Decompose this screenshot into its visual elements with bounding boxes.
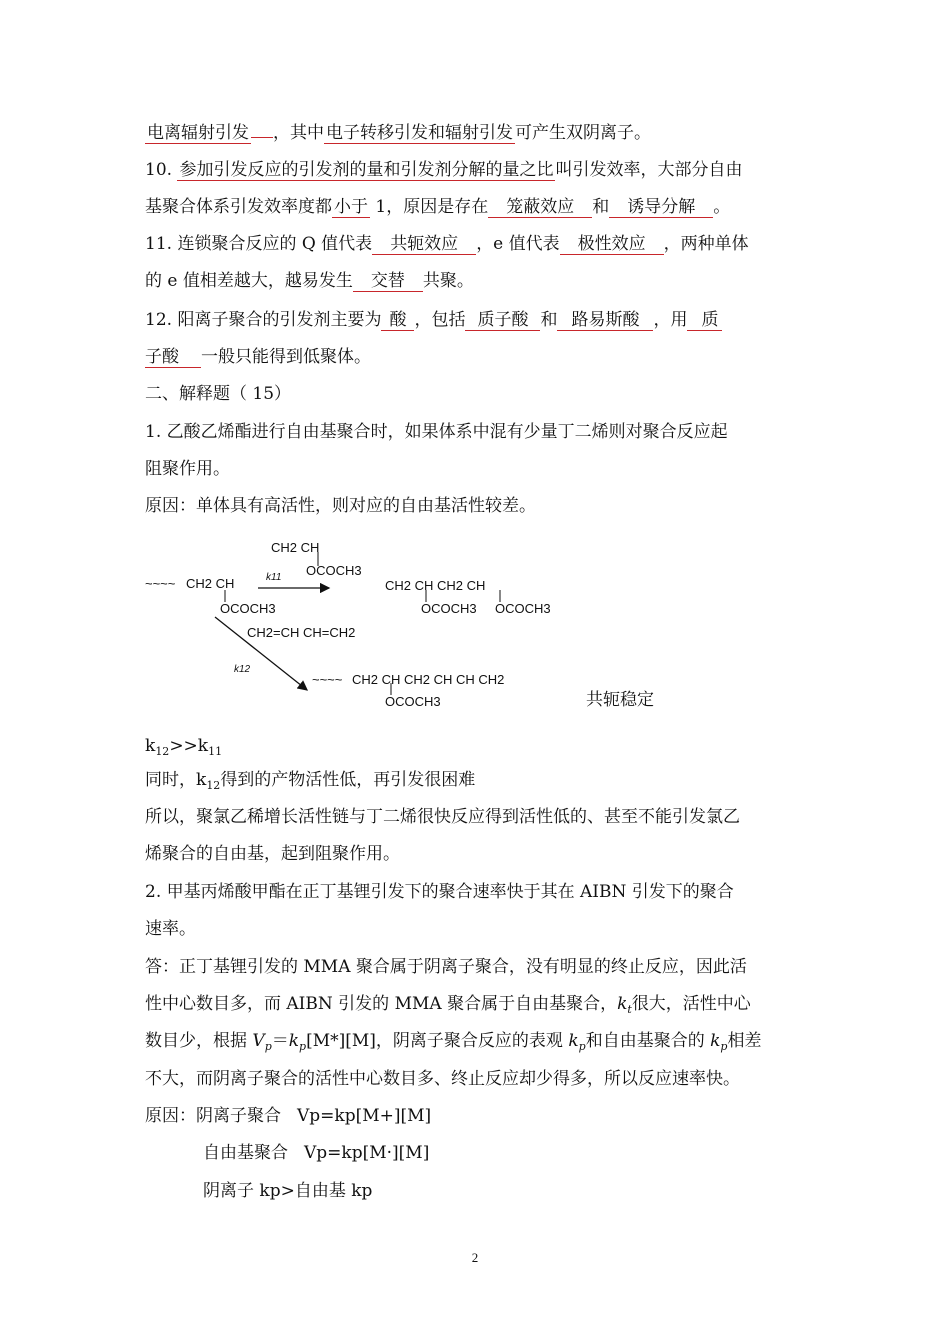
answer-blank: 诱导分解 bbox=[609, 197, 713, 218]
line-2: 10. 参加引发反应的引发剂的量和引发剂分解的量之比 叫引发效率，大部分自由 bbox=[145, 160, 743, 180]
answer-blank: 酸 bbox=[381, 310, 414, 331]
line-14: 所以，聚氯乙稀增长活性链与丁二烯很快反应得到活性低的、甚至不能引发氯乙 bbox=[145, 807, 740, 827]
arrow-k12 bbox=[215, 617, 307, 690]
wavy-chain: ~~~~ bbox=[312, 672, 343, 687]
formula-radical: 自由基聚合 Vp=kp[M·][M] bbox=[203, 1143, 430, 1163]
answer-blank: 笼蔽效应 bbox=[488, 197, 592, 218]
question-1: 1. 乙酸乙烯酯进行自由基聚合时，如果体系中混有少量丁二烯则对聚合反应起 bbox=[145, 422, 728, 442]
line-7: 子酸 一般只能得到低聚体。 bbox=[145, 347, 371, 367]
answer-blank: 电子转移引发和辐射引发 bbox=[326, 123, 513, 143]
vinyl-acetate-group: OCOCH3 bbox=[306, 563, 362, 578]
rate-comparison: $k_{12}>>k_{11}$ bbox=[145, 736, 223, 758]
kp-comparison: 阴离子 kp>自由基 kp bbox=[203, 1181, 373, 1201]
answer-blank: 路易斯酸 bbox=[557, 310, 653, 331]
answer-blank: 质 bbox=[687, 310, 722, 331]
answer-blank: 参加引发反应的引发剂的量和引发剂分解的量之比 bbox=[179, 160, 554, 180]
line-1: 电离辐射引发 ，其中 电子转移引发和辐射引发 可产生双阴离子。 bbox=[147, 123, 651, 143]
butadiene: CH2=CH CH=CH2 bbox=[247, 625, 356, 640]
line-13: 同时，$k_{12}$得到的产物活性低，再引发很困难 bbox=[145, 770, 476, 792]
answer-line-4: 不大，而阴离子聚合的活性中心数目多、终止反应却少得多，所以反应速率快。 bbox=[145, 1069, 740, 1089]
question-2-cont: 速率。 bbox=[145, 919, 196, 939]
rate-constant-k12: k12 bbox=[234, 664, 251, 675]
product-2-group: OCOCH3 bbox=[385, 694, 441, 709]
question-1-cont: 阻聚作用。 bbox=[145, 459, 230, 479]
rate-constant-k11: k11 bbox=[266, 572, 282, 583]
answer-blank: 电离辐射引发 bbox=[147, 123, 249, 143]
growing-radical: CH2 CH bbox=[186, 576, 235, 591]
line-3: 基聚合体系引发效率度都 小于 1，原因是存在 笼蔽效应 和 诱导分解 。 bbox=[145, 197, 731, 217]
answer-blank: 质子酸 bbox=[465, 310, 540, 331]
line-4: 11. 连锁聚合反应的 Q 值代表 共轭效应 ，e 值代表 极性效应 ，两种单体 bbox=[145, 234, 749, 254]
formula-anionic: 原因：阴离子聚合 Vp=kp[M+][M] bbox=[145, 1106, 432, 1126]
product-2: CH2 CH CH2 CH CH CH2 bbox=[352, 672, 505, 687]
wavy-chain: ~~~~ bbox=[145, 576, 176, 591]
product-1-group-b: OCOCH3 bbox=[495, 601, 551, 616]
answer-blank: 极性效应 bbox=[560, 234, 664, 255]
radical-ester-group: OCOCH3 bbox=[220, 601, 276, 616]
product-1: CH2 CH CH2 CH bbox=[385, 578, 486, 593]
section-heading: 二、解释题（ 15） bbox=[145, 384, 292, 404]
line-15: 烯聚合的自由基，起到阻聚作用。 bbox=[145, 844, 400, 864]
answer-line-3: 数目少，根据 $V_p=k_p[M*][M]$，阴离子聚合反应的表观 $k_p$和自由基聚合的 $k_p$相差 bbox=[145, 1031, 762, 1053]
line-5: 的 e 值相差越大，越易发生 交替 共聚。 bbox=[145, 271, 474, 291]
page-number: 2 bbox=[471, 1250, 479, 1265]
answer-blank: 小于 bbox=[334, 197, 368, 217]
answer-line-1: 答：正丁基锂引发的 MMA 聚合属于阴离子聚合，没有明显的终止反应，因此活 bbox=[145, 957, 747, 977]
answer-line-2: 性中心数目多，而 AIBN 引发的 MMA 聚合属于自由基聚合，$k_t$很大，活性中心 bbox=[145, 994, 751, 1016]
product-1-group-a: OCOCH3 bbox=[421, 601, 477, 616]
question-2: 2. 甲基丙烯酸甲酯在正丁基锂引发下的聚合速率快于其在 AIBN 引发下的聚合 bbox=[145, 882, 734, 902]
answer-blank: 子酸 bbox=[145, 347, 201, 368]
answer-blank: 交替 bbox=[353, 271, 423, 292]
conjugation-note: 共轭稳定 bbox=[586, 690, 654, 710]
answer-blank: 共轭效应 bbox=[372, 234, 476, 255]
vinyl-acetate-monomer: CH2 CH bbox=[271, 540, 320, 555]
line-6: 12. 阳离子聚合的引发剂主要为 酸 ，包括 质子酸 和 路易斯酸 ，用 质 bbox=[145, 308, 722, 332]
reason-1: 原因：单体具有高活性，则对应的自由基活性较差。 bbox=[145, 496, 536, 516]
